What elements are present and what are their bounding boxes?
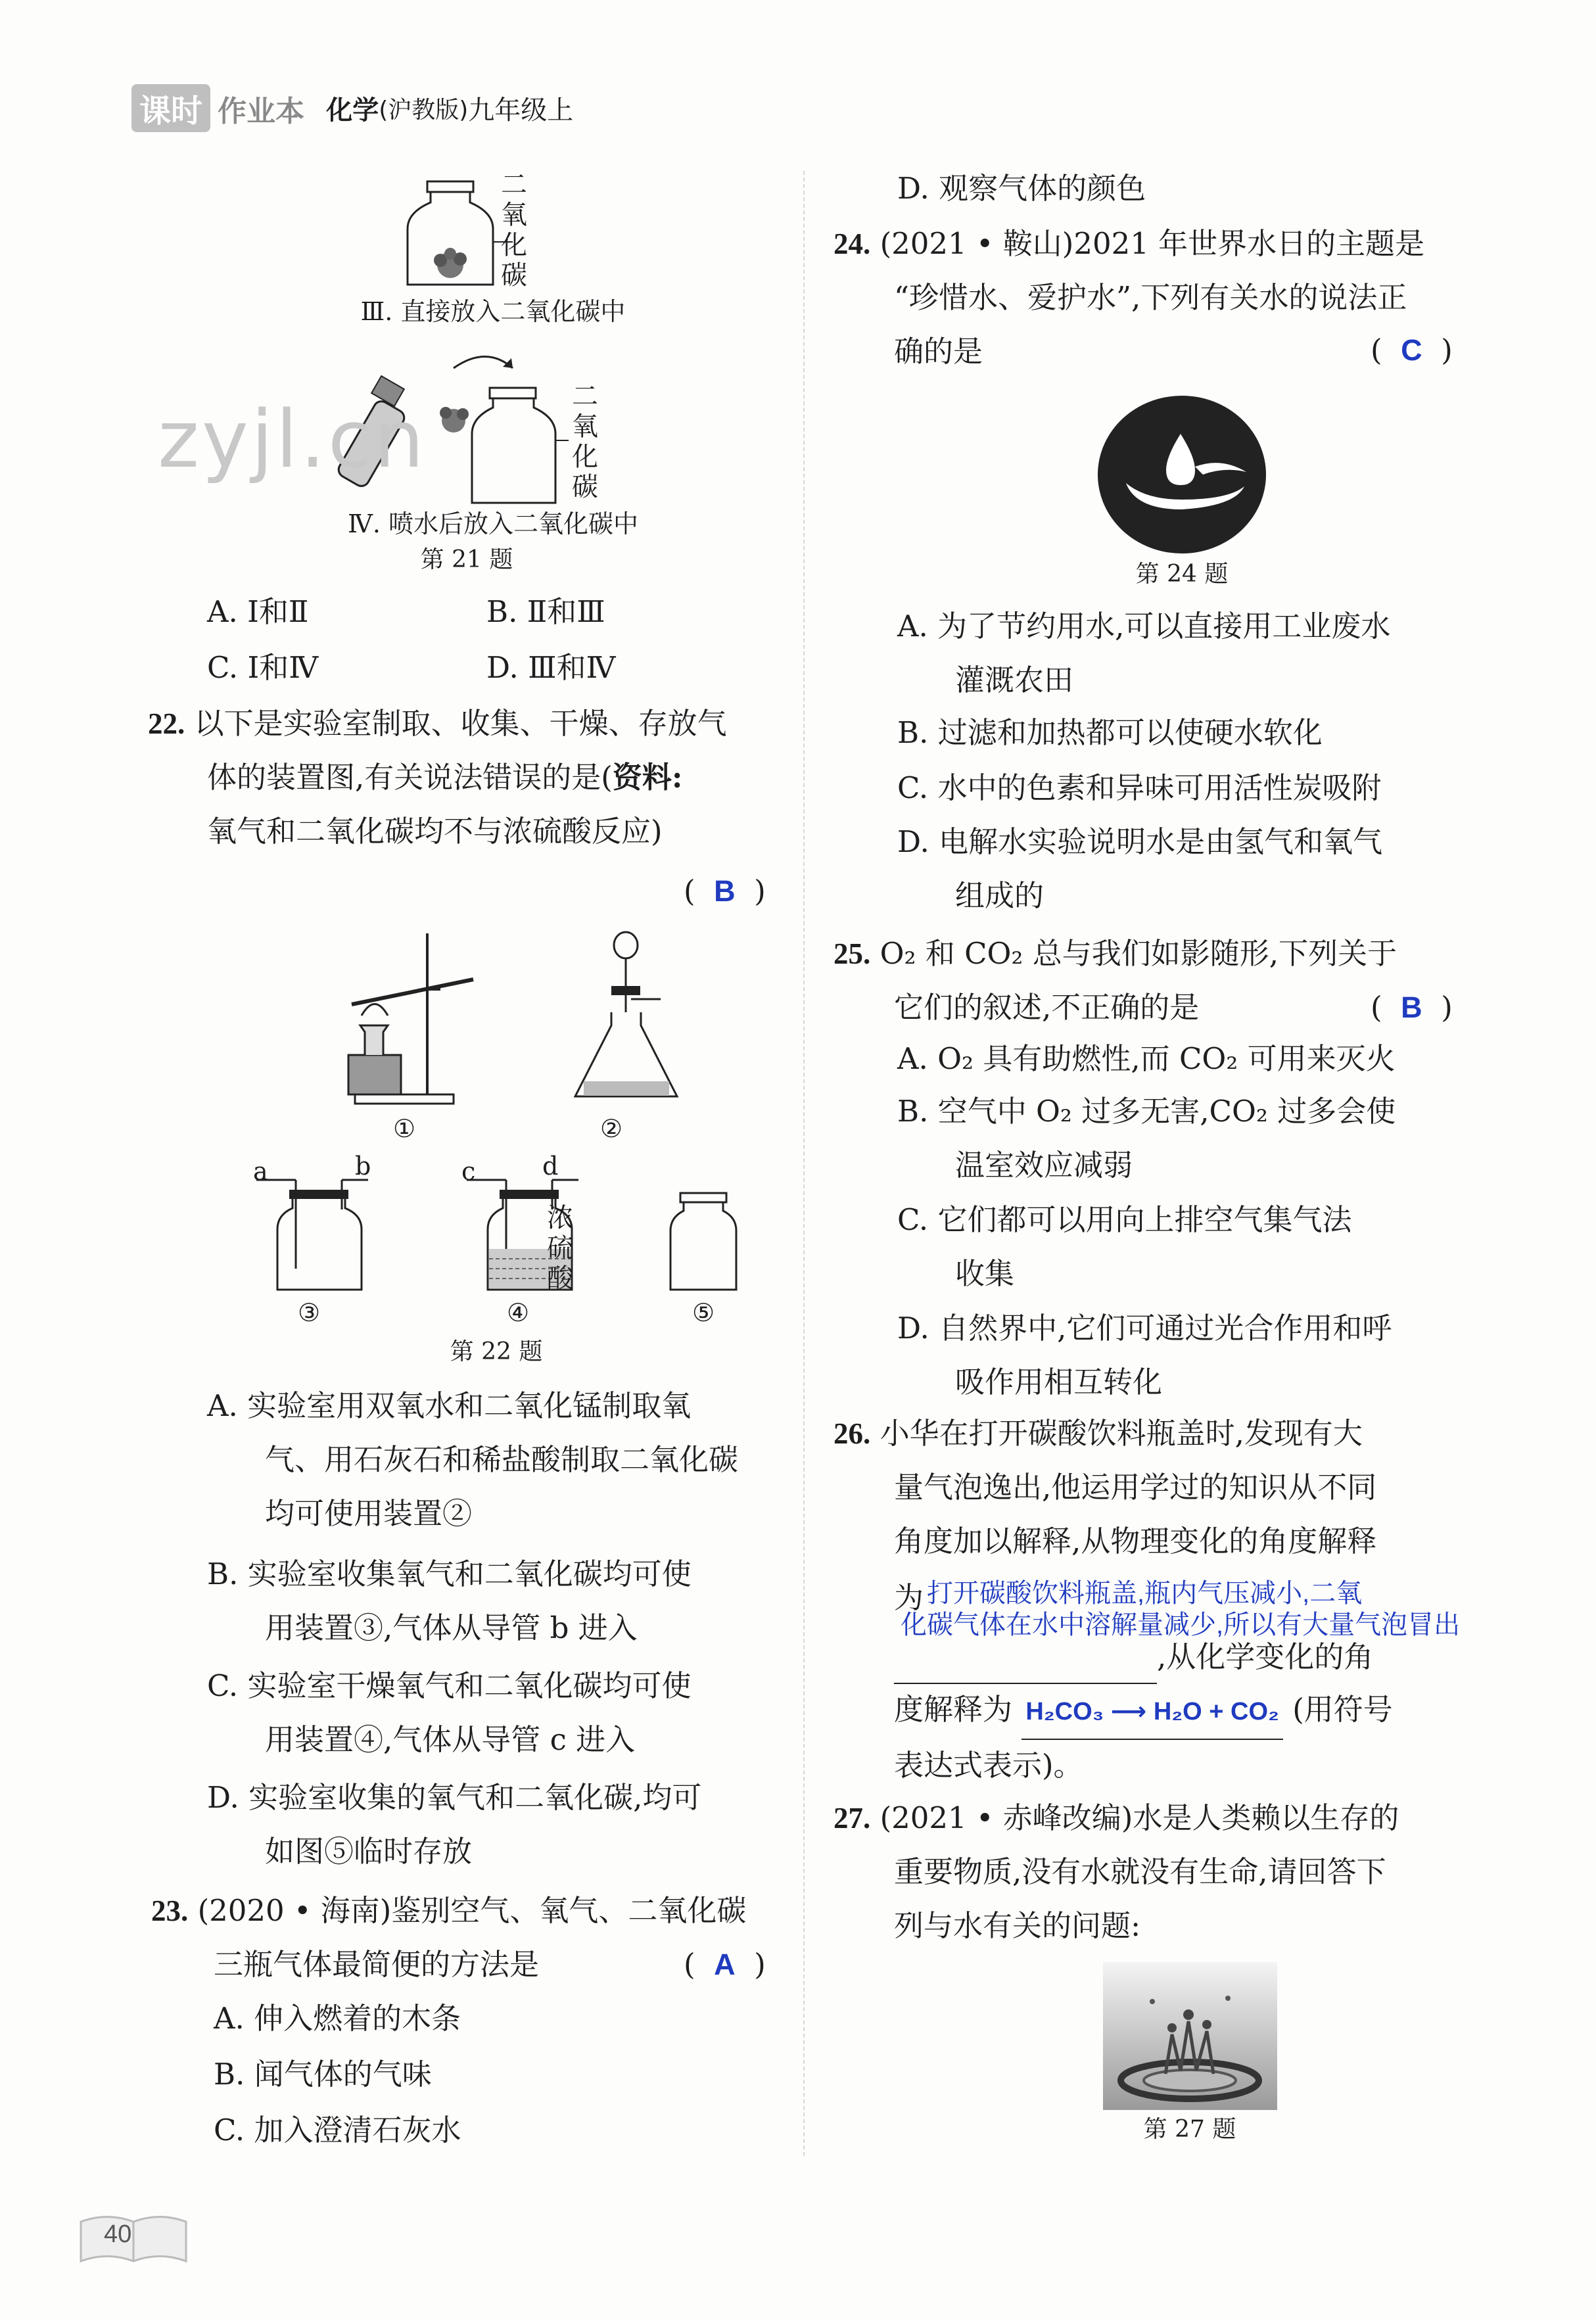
q23-option-b: B. 闻气体的气味 [214,2057,432,2092]
q21-fig4-caption: Ⅳ. 喷水后放入二氧化碳中 [347,509,639,538]
book-title: 作业本 [218,94,305,128]
q26-line5: ,从化学变化的角 [894,1630,1373,1684]
q21-fig3-caption: Ⅲ. 直接放入二氧化碳中 [360,297,626,326]
flower-icon [440,407,469,433]
q22-apparatus-2 [565,927,697,1111]
book-icon [78,2209,189,2264]
q23-option-a: A. 伸入燃着的木条 [214,2001,461,2036]
q25-option-c: C. 它们都可以用向上排空气集气法 收集 [897,1202,1352,1291]
q22-acid-label: 浓硫酸 [547,1203,573,1294]
q22-option-c: C. 实验室干燥氧气和二氧化碳均可使 用装置④,气体从导管 c 进入 [207,1668,692,1757]
q22-label-4: ④ [506,1298,530,1327]
q24-option-a: A. 为了节约用水,可以直接用工业废水 灌溉农田 [897,609,1391,697]
flower-icon [434,248,467,278]
q25-option-d: D. 自然界中,它们可通过光合作用和呼 吸作用相互转化 [897,1311,1392,1399]
q21-option-d: D. Ⅲ和Ⅳ [486,650,616,685]
column-divider [803,171,805,2156]
water-day-logo [1096,394,1267,555]
q22-apparatus-1 [335,927,486,1111]
watermark: zyjl.cn [158,394,427,486]
q24-answer: ( C ) [1371,333,1453,367]
q24-option-c: C. 水中的色素和异味可用活性炭吸附 [897,770,1382,805]
brand-logo: 课时 [131,84,210,132]
q22-apparatus-3 [250,1163,381,1295]
q26-equation: H₂CO₃ ⟶ H₂O + CO₂ [1021,1685,1283,1740]
q21-option-c: C. Ⅰ和Ⅳ [207,650,319,685]
header [131,84,573,130]
q24-figure-caption: 第 24 题 [1135,561,1229,588]
q26-stem: 26. 小华在打开碳酸饮料瓶盖时,发现有大 量气泡逸出,他运用学过的知识从不同 角度加以解释,从物理变化的角度解释 [833,1416,1377,1559]
q23-option-d: D. 观察气体的颜色 [897,171,1146,206]
page-number: 40 [104,2220,132,2248]
q26-line4-prefix: 为 [894,1580,924,1615]
q24-option-d: D. 电解水实验说明水是由氢气和氧气 组成的 [897,824,1383,913]
q22-label-3: ③ [297,1298,321,1327]
q22-label-c: c [461,1157,476,1186]
q21-figure-caption: 第 21 题 [420,546,513,573]
q22-label-b: b [355,1152,371,1181]
q22-apparatus-5 [664,1190,743,1295]
q26-line7: 表达式表示)。 [894,1748,1083,1783]
q22-label-d: d [542,1152,559,1181]
q21-fig3-label: 二氧化碳 [501,170,527,291]
q21-option-b: B. Ⅱ和Ⅲ [486,594,605,629]
subject: 化学 [326,95,379,126]
water-splash-photo [1103,1962,1277,2110]
q26-line6: 度解释为 H₂CO₃ ⟶ H₂O + CO₂ (用符号 [894,1683,1393,1740]
grade: 九年级上 [468,95,574,126]
q23-option-c: C. 加入澄清石灰水 [214,2113,461,2147]
q22-stem: 22. 以下是实验室制取、收集、干燥、存放气 体的装置图,有关说法错误的是(资料: 氧气和二氧化碳均不与浓硫酸反应) [148,706,727,849]
q24-stem: 24. (2021 • 鞍山)2021 年世界水日的主题是 “珍惜水、爱护水”,下列有关水的说法正 确的是 [833,226,1425,369]
q23-answer: ( A ) [684,1947,766,1982]
q25-option-b: B. 空气中 O₂ 过多无害,CO₂ 过多会使 温室效应减弱 [897,1094,1396,1183]
q22-label-5: ⑤ [692,1298,715,1327]
q22-option-a: A. 实验室用双氧水和二氧化锰制取氧 气、用石灰石和稀盐酸制取二氧化碳 均可使用装置② [207,1388,739,1531]
q26-handwritten-answer: 打开碳酸饮料瓶盖,瓶内气压减小,二氧 化碳气体在水中溶解量减少,所以有大量气泡冒出 [901,1579,1461,1639]
q27-stem: 27. (2021 • 赤峰改编)水是人类赖以生存的 重要物质,没有水就没有生命,请回答下 列与水有关的问题: [833,1800,1399,1943]
q25-answer: ( B ) [1371,990,1453,1025]
q21-fig4-label: 二氧化碳 [572,381,598,502]
q22-label-a: a [253,1157,268,1186]
q27-figure-caption: 第 27 题 [1143,2116,1236,2143]
q22-figure-caption: 第 22 题 [450,1338,543,1365]
q21-option-a: A. Ⅰ和Ⅱ [207,594,309,629]
q22-label-2: ② [599,1114,623,1143]
q22-option-d: D. 实验室收集的氧气和二氧化碳,均可 如图⑤临时存放 [207,1780,702,1869]
q23-stem: 23. (2020 • 海南)鉴别空气、氧气、二氧化碳 三瓶气体最简便的方法是 [151,1893,747,1982]
q25-option-a: A. O₂ 具有助燃性,而 CO₂ 可用来灭火 [897,1041,1396,1076]
edition: (沪教版) [379,97,469,124]
q24-option-b: B. 过滤和加热都可以使硬水软化 [897,715,1323,750]
q25-stem: 25. O₂ 和 CO₂ 总与我们如影随形,下列关于 它们的叙述,不正确的是 [833,936,1397,1025]
q22-option-b: B. 实验室收集氧气和二氧化碳均可使 用装置③,气体从导管 b 进入 [207,1557,692,1645]
q22-label-1: ① [392,1114,416,1143]
q22-answer: ( B ) [684,874,766,908]
